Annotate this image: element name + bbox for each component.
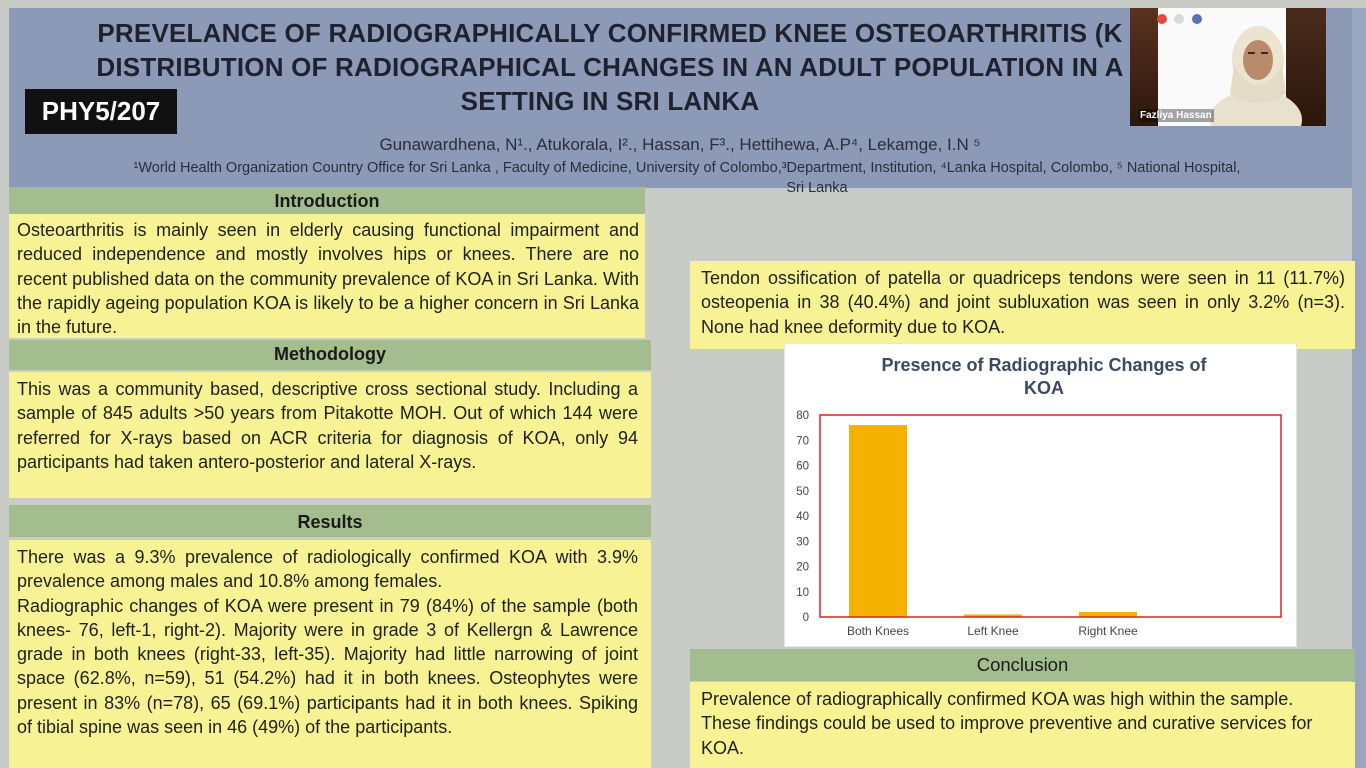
affiliation-line-2: Sri Lanka: [786, 180, 848, 196]
introduction-text: [9, 214, 645, 338]
methodology-paragraph: This was a community based, descriptive cross sectional study. Including a sample of 845 adults >50 years from Pitakotte MOH. Out of which 144 were referred for X-rays based on ACR criteria for diagnosis of KOA, only 94 participants had taken antero-posterior and lateral X-rays.: [17, 379, 638, 472]
results-paragraph-1: There was a 9.3% prevalence of radiologically confirmed KOA with 3.9% prevalence among males and 10.8% among females.: [17, 547, 638, 592]
bar-both-knees: [849, 425, 907, 617]
affiliation-line-1: ¹World Health Organization Country Office for Sri Lanka , Faculty of Medicine, University of Colombo,³Department, Institution, ⁴Lanka Hospital, Colombo, ⁵ National Hospital,: [133, 160, 1241, 176]
participant-name: Fazliya Hassan: [1140, 110, 1212, 121]
poster-code-badge: PHY5/207: [25, 89, 177, 134]
title-line-2: DISTRIBUTION OF RADIOGRAPHICAL CHANGES IN AN ADULT POPULATION IN A: [96, 52, 1124, 82]
conclusion-heading: Conclusion: [690, 649, 1355, 681]
y-tick-label: 70: [796, 435, 809, 448]
y-tick-label: 0: [802, 612, 809, 624]
introduction-heading: Introduction: [9, 187, 645, 214]
y-tick-label: 20: [796, 561, 809, 574]
results-heading: Results: [9, 505, 651, 537]
y-tick-label: 10: [796, 586, 809, 599]
x-category-label: Both Knees: [846, 624, 910, 638]
participant-video-tile[interactable]: [1130, 8, 1326, 126]
methodology-text: [9, 372, 651, 498]
tendon-findings-text: [690, 261, 1355, 349]
y-tick-label: 40: [796, 511, 809, 523]
tendon-paragraph: Tendon ossification of patella or quadriceps tendons were seen in 11 (11.7%) osteopenia in 38 (40.4%) and joint subluxation was seen in only 3.2% (n=3). None had knee deformity due to KOA.: [701, 268, 1345, 337]
x-category-label: Left Knee: [967, 624, 1019, 638]
y-tick-label: 60: [796, 460, 809, 473]
x-category-label: Right Knee: [1078, 624, 1138, 638]
bar-right-knee: [1079, 612, 1137, 617]
conclusion-paragraph: Prevalence of radiographically confirmed KOA was high within the sample. These findings could be used to improve preventive and curative services for KOA.: [701, 689, 1313, 758]
y-tick-label: 50: [796, 485, 809, 498]
chart-title-line-2: KOA: [1024, 378, 1064, 398]
bar-chart-svg: [785, 344, 1296, 646]
results-paragraph-2: Radiographic changes of KOA were present in 79 (84%) of the sample (both knees- 76, left-1, right-2). Majority were in grade 3 of Kellergn & Lawrence grade in both knees (right-33, left-35). Majority had little narrowing of joint space (62.8%, n=59), 51 (54.2%) had it in both knees. Osteophytes were present in 83% (n=78), 65 (69.1%) participants had it in both knees. Spiking of tibial spine was seen in 46 (49%) of the participants.: [17, 595, 638, 738]
introduction-paragraph: Osteoarthritis is mainly seen in elderly causing functional impairment and reduced independence and mostly involves hips or knees. There are no recent published data on the community prevalence of KOA in Sri Lanka. With the rapidly ageing population KOA is likely to be a higher concern in Sri Lanka in the future.: [17, 220, 639, 338]
authors: Gunawardhena, N¹., Atukorala, I²., Hassan, F³., Hettihewa, A.P⁴, Lekamge, I.N ⁵: [379, 135, 981, 154]
y-tick-label: 80: [796, 410, 809, 422]
results-text: [9, 540, 651, 768]
y-tick-label: 30: [796, 536, 809, 549]
poster-title: [20, 16, 1200, 118]
bar-chart: [784, 343, 1297, 647]
title-line-1: PREVELANCE OF RADIOGRAPHICALLY CONFIRMED KNEE OSTEOARTHRITIS (K: [97, 18, 1123, 48]
chart-title-line-1: Presence of Radiographic Changes of: [881, 355, 1207, 375]
conclusion-text: [690, 682, 1355, 768]
methodology-heading: Methodology: [9, 340, 651, 370]
title-line-3: SETTING IN SRI LANKA: [460, 86, 760, 116]
